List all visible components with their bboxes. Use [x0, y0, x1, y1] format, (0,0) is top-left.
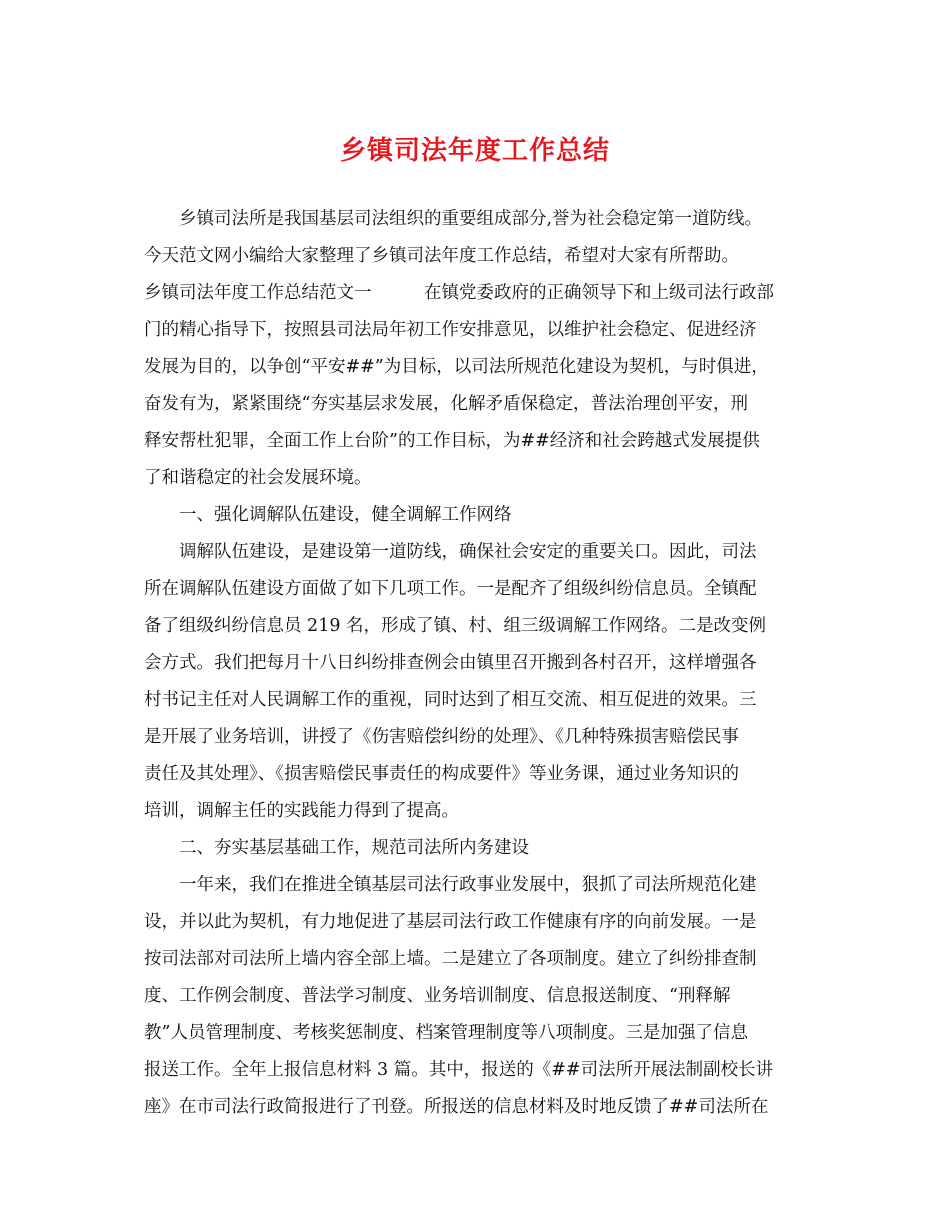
body-line-10: 调解队伍建设，是建设第一道防线，确保社会安定的重要关口。因此，司法	[144, 542, 757, 562]
body-line-4: 门的精心指导下，按照县司法局年初工作安排意见，以维护社会稳定、促进经济	[144, 320, 757, 340]
body-line-23: 教”人员管理制度、考核奖惩制度、档案管理制度等八项制度。三是加强了信息	[144, 1023, 748, 1043]
body-line-20: 设，并以此为契机，有力地促进了基层司法行政工作健康有序的向前发展。一是	[144, 912, 757, 932]
body-line-12: 备了组级纠纷信息员 219 名，形成了镇、村、组三级调解工作网络。二是改变例	[144, 616, 767, 636]
body-line-7: 释安帮杜犯罪，全面工作上台阶”的工作目标，为##经济和社会跨越式发展提供	[144, 431, 760, 451]
body-line-21: 按司法部对司法所上墙内容全部上墙。二是建立了各项制度。建立了纠纷排查制	[144, 949, 757, 969]
body-line-19: 一年来，我们在推进全镇基层司法行政事业发展中，狠抓了司法所规范化建	[144, 875, 757, 895]
body-line-13: 会方式。我们把每月十八日纠纷排查例会由镇里召开搬到各村召开，这样增强各	[144, 653, 757, 673]
document-title: 乡镇司法年度工作总结	[339, 136, 610, 166]
body-line-25: 座》在市司法行政简报进行了刊登。所报送的信息材料及时地反馈了##司法所在	[144, 1097, 769, 1117]
body-line-1: 乡镇司法所是我国基层司法组织的重要组成部分,誉为社会稳定第一道防线。	[144, 209, 763, 229]
body-line-24: 报送工作。全年上报信息材料 3 篇。其中，报送的《##司法所开展法制副校长讲	[144, 1060, 774, 1080]
body-line-2: 今天范文网小编给大家整理了乡镇司法年度工作总结，希望对大家有所帮助。	[144, 246, 739, 266]
body-line-17: 培训，调解主任的实践能力得到了提高。	[144, 801, 459, 821]
body-line-15: 是开展了业务培训，讲授了《伤害赔偿纠纷的处理》、《几种特殊损害赔偿民事	[144, 727, 739, 747]
body-line-16: 责任及其处理》、《损害赔偿民事责任的构成要件》等业务课，通过业务知识的	[144, 764, 739, 784]
section-heading-1: 一、强化调解队伍建设，健全调解工作网络	[144, 505, 512, 525]
body-line-8: 了和谐稳定的社会发展环境。	[144, 468, 372, 488]
body-line-22: 度、工作例会制度、普法学习制度、业务培训制度、信息报送制度、“刑释解	[144, 986, 731, 1006]
body-line-11: 所在调解队伍建设方面做了如下几项工作。一是配齐了组级纠纷信息员。全镇配	[144, 579, 757, 599]
body-line-6: 奋发有为，紧紧围绕“夯实基层求发展，化解矛盾保稳定，普法治理创平安，刑	[144, 394, 748, 414]
body-line-14: 村书记主任对人民调解工作的重视，同时达到了相互交流、相互促进的效果。三	[144, 690, 757, 710]
body-line-3: 乡镇司法年度工作总结范文一 在镇党委政府的正确领导下和上级司法行政部	[144, 283, 774, 303]
body-line-5: 发展为目的，以争创“平安##”为目标，以司法所规范化建设为契机，与时俱进，	[144, 357, 769, 377]
section-heading-2: 二、夯实基层基础工作，规范司法所内务建设	[144, 838, 529, 858]
